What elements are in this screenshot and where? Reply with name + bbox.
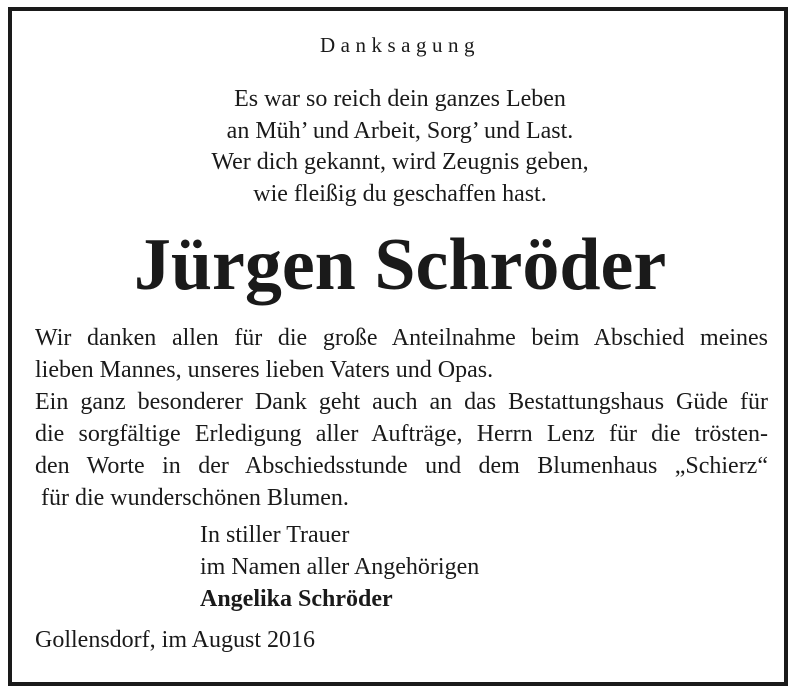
paragraph-line: Ein ganz besonderer Dank geht auch an das Bestattungshaus Güde für: [35, 389, 768, 415]
closing-line: In stiller Trauer: [200, 522, 350, 548]
poem-line: wie fleißig du geschaffen hast.: [253, 180, 547, 207]
poem-line: an Müh’ und Arbeit, Sorg’ und Last.: [226, 117, 574, 144]
poem-line: Es war so reich dein ganzes Leben: [234, 86, 566, 112]
notice-heading: Danksagung: [320, 33, 480, 57]
paragraph-line: den Worte in der Abschiedsstunde und dem Blumenhaus „Schierz“: [35, 453, 768, 479]
thanks-paragraph: [35, 322, 768, 514]
paragraph-line: die sorgfältige Erledigung aller Aufträge, Herrn Lenz für die trösten-: [35, 421, 768, 447]
paragraph-line: lieben Mannes, unseres lieben Vaters und Opas.: [35, 357, 494, 383]
poem-verse: [0, 84, 800, 210]
paragraph-line: für die wunderschönen Blumen.: [35, 485, 349, 511]
deceased-name: Jürgen Schröder: [133, 224, 667, 306]
paragraph-line: Wir danken allen für die große Anteilnahme beim Abschied meines: [35, 325, 768, 351]
place-and-date: Gollensdorf, im August 2016: [35, 627, 315, 653]
closing-line: im Namen aller Angehörigen: [200, 554, 480, 580]
poem-line: Wer dich gekannt, wird Zeugnis geben,: [211, 149, 589, 175]
signer-name: Angelika Schröder: [200, 586, 393, 612]
closing-block: [200, 519, 479, 615]
